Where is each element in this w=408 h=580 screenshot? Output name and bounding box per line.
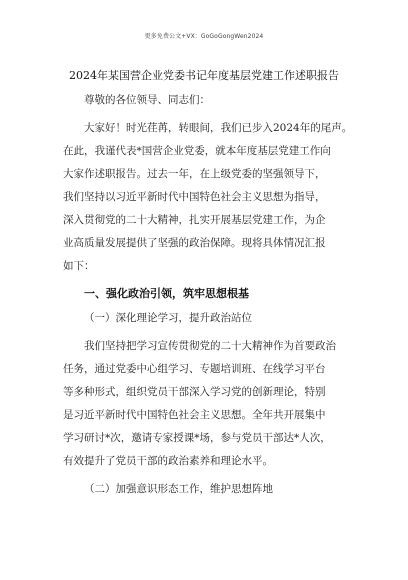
subsection-heading: （一）深化理论学习，提升政治站位 (84, 312, 252, 324)
intro-paragraph-line: 在此，我谨代表*国营企业党委，就本年度基层党建工作向 (63, 145, 331, 157)
document-title: 2024年某国营企业党委书记年度基层党建工作述职报告 (69, 69, 339, 82)
body-paragraph-line: 等多种形式，组织党员干部深入学习党的创新理论，特别 (63, 386, 326, 398)
body-paragraph-line: 我们坚持把学习宣传贯彻党的二十大精神作为首要政治 (84, 340, 336, 352)
section-heading: 一、强化政治引领，筑牢思想根基 (84, 287, 249, 300)
intro-paragraph-line: 大家作述职报告。过去一年，在上级党委的坚强领导下， (63, 168, 326, 180)
salutation: 尊敬的各位领导、同志们： (84, 94, 210, 106)
subsection-heading: （二）加强意识形态工作，维护思想阵地 (84, 483, 273, 495)
body-paragraph-line: 任务，通过党委中心组学习、专题培训班、在线学习平台 (63, 363, 326, 375)
intro-paragraph-line: 业高质量发展提供了坚强的政治保障。现将具体情况汇报 (63, 237, 326, 249)
header-watermark: 更多免费公文+VX：GoGoGongWen2024 (144, 33, 264, 40)
intro-paragraph-line: 我们坚持以习近平新时代中国特色社会主义思想为指导， (63, 191, 326, 203)
body-paragraph-line: 学习研讨*次，邀请专家授课*场，参与党员干部达*人次， (63, 432, 331, 444)
intro-paragraph-line: 如下： (63, 260, 95, 272)
body-paragraph-line: 有效提升了党员干部的政治素养和理论水平。 (63, 455, 273, 467)
intro-paragraph-line: 深入贯彻党的二十大精神，扎实开展基层党建工作，为企 (63, 214, 326, 226)
body-paragraph-line: 是习近平新时代中国特色社会主义思想。全年共开展集中 (63, 409, 326, 421)
intro-paragraph-line: 大家好！时光荏苒，转眼间，我们已步入2024年的尾声。 (84, 122, 353, 134)
